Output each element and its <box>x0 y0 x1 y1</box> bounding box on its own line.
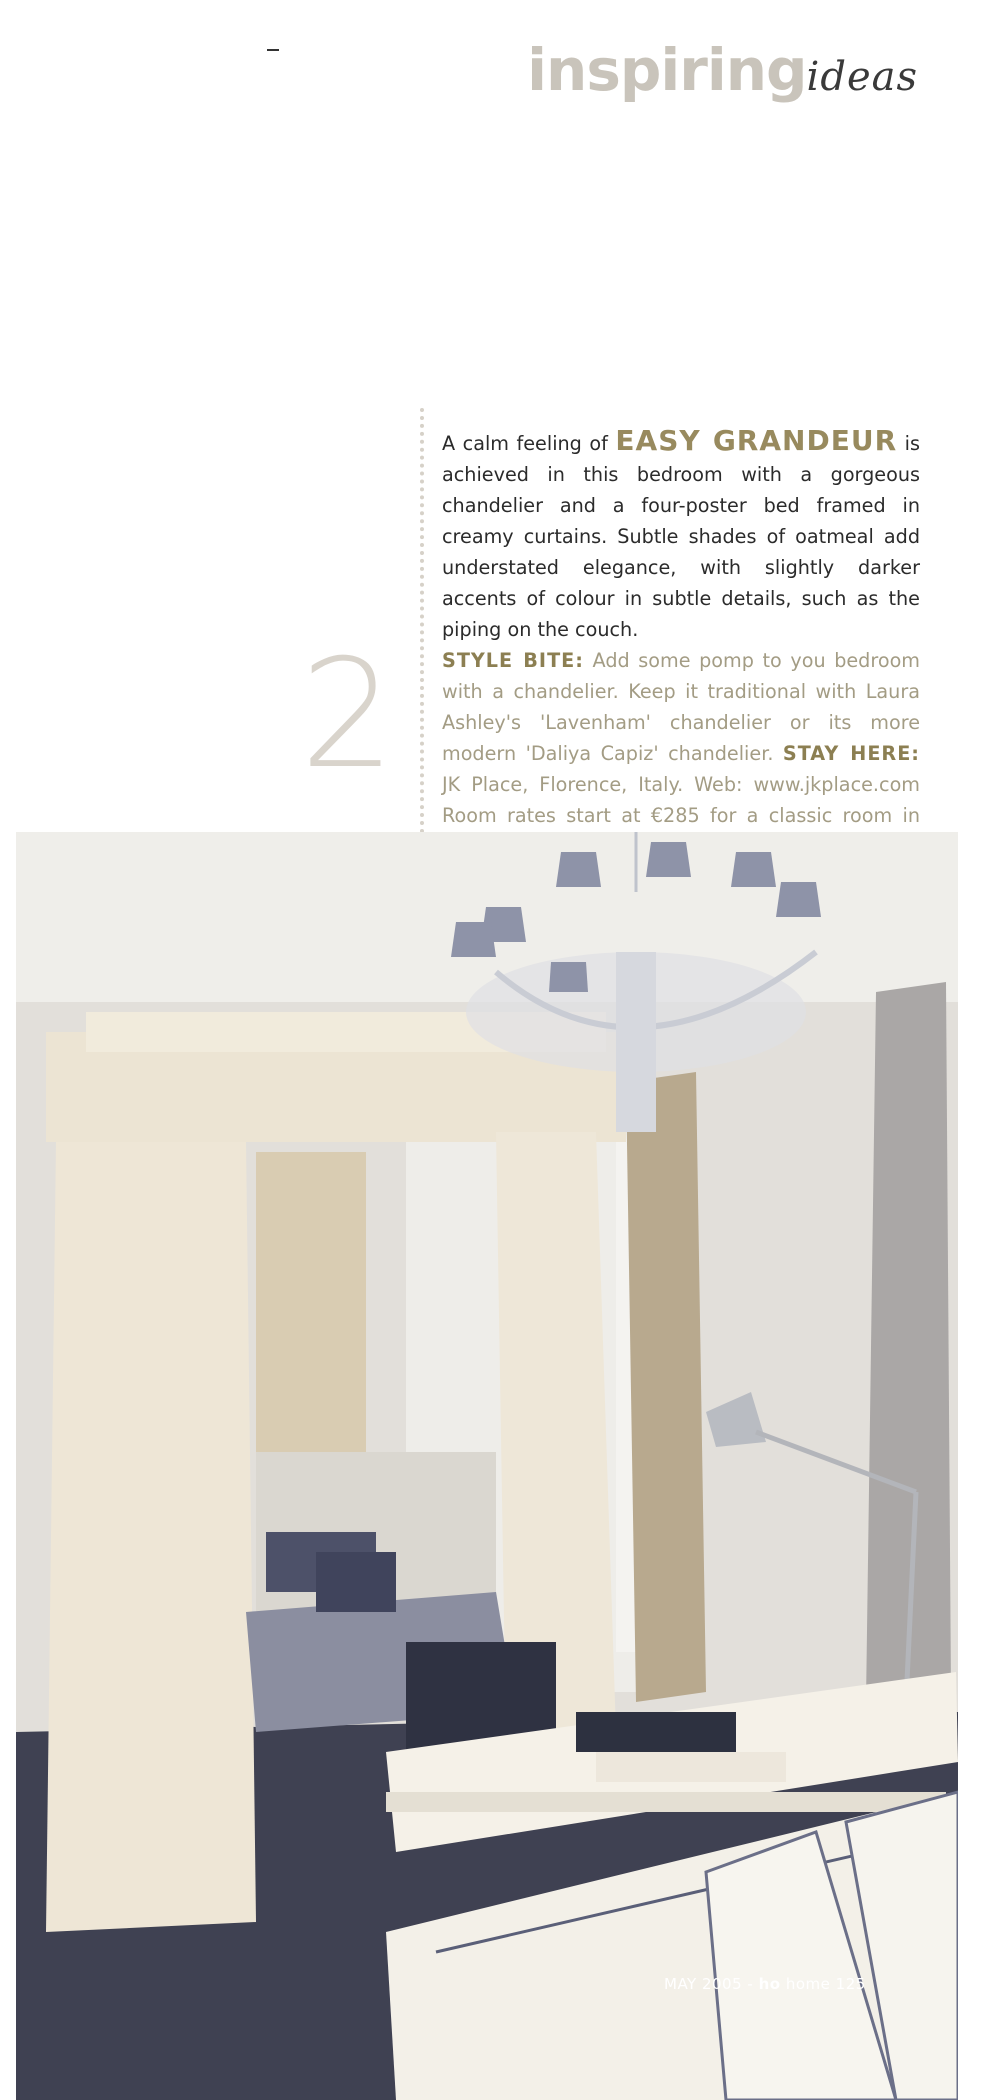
page-footer <box>664 1975 866 1993</box>
corner-mark <box>267 49 279 51</box>
bedroom-photo <box>16 832 958 2100</box>
article-text <box>442 425 920 862</box>
header-ideas: ideas <box>806 54 918 100</box>
bedroom-illustration <box>16 832 958 2100</box>
footer-brand: ho <box>758 1975 781 1993</box>
section-header <box>527 36 918 104</box>
page-number: 125 <box>835 1975 866 1993</box>
style-bite-label: STYLE BITE: <box>442 649 584 672</box>
stay-here-label: STAY HERE: <box>782 742 920 765</box>
style-bite: STYLE BITE: Add some pomp to you bedroom with a chandelier. Keep it traditional with Laura Ashley's 'Lavenham' chandelier or its more modern 'Daliya Capiz' chandelier. STAY HERE: JK Place, Florence, Italy. Web: www.jkplace.com Room rates start at €285 for a classic room in <box>442 649 920 827</box>
article-intro: A calm feeling of EASY GRANDEUR is achieved in this bedroom with a gorgeous chandelier and a four-poster bed framed in creamy curtains. Subtle shades of oatmeal add understated elegance, with slightly darker accents of colour in subtle details, such as the piping on the couch. <box>442 424 920 641</box>
headline: EASY GRANDEUR <box>615 424 898 457</box>
footer-issue: MAY 2005 - <box>664 1975 759 1993</box>
header-inspiring: inspiring <box>527 36 807 104</box>
footer-brand-tail: home <box>785 1975 831 1993</box>
feature-number: 2 <box>300 628 396 802</box>
